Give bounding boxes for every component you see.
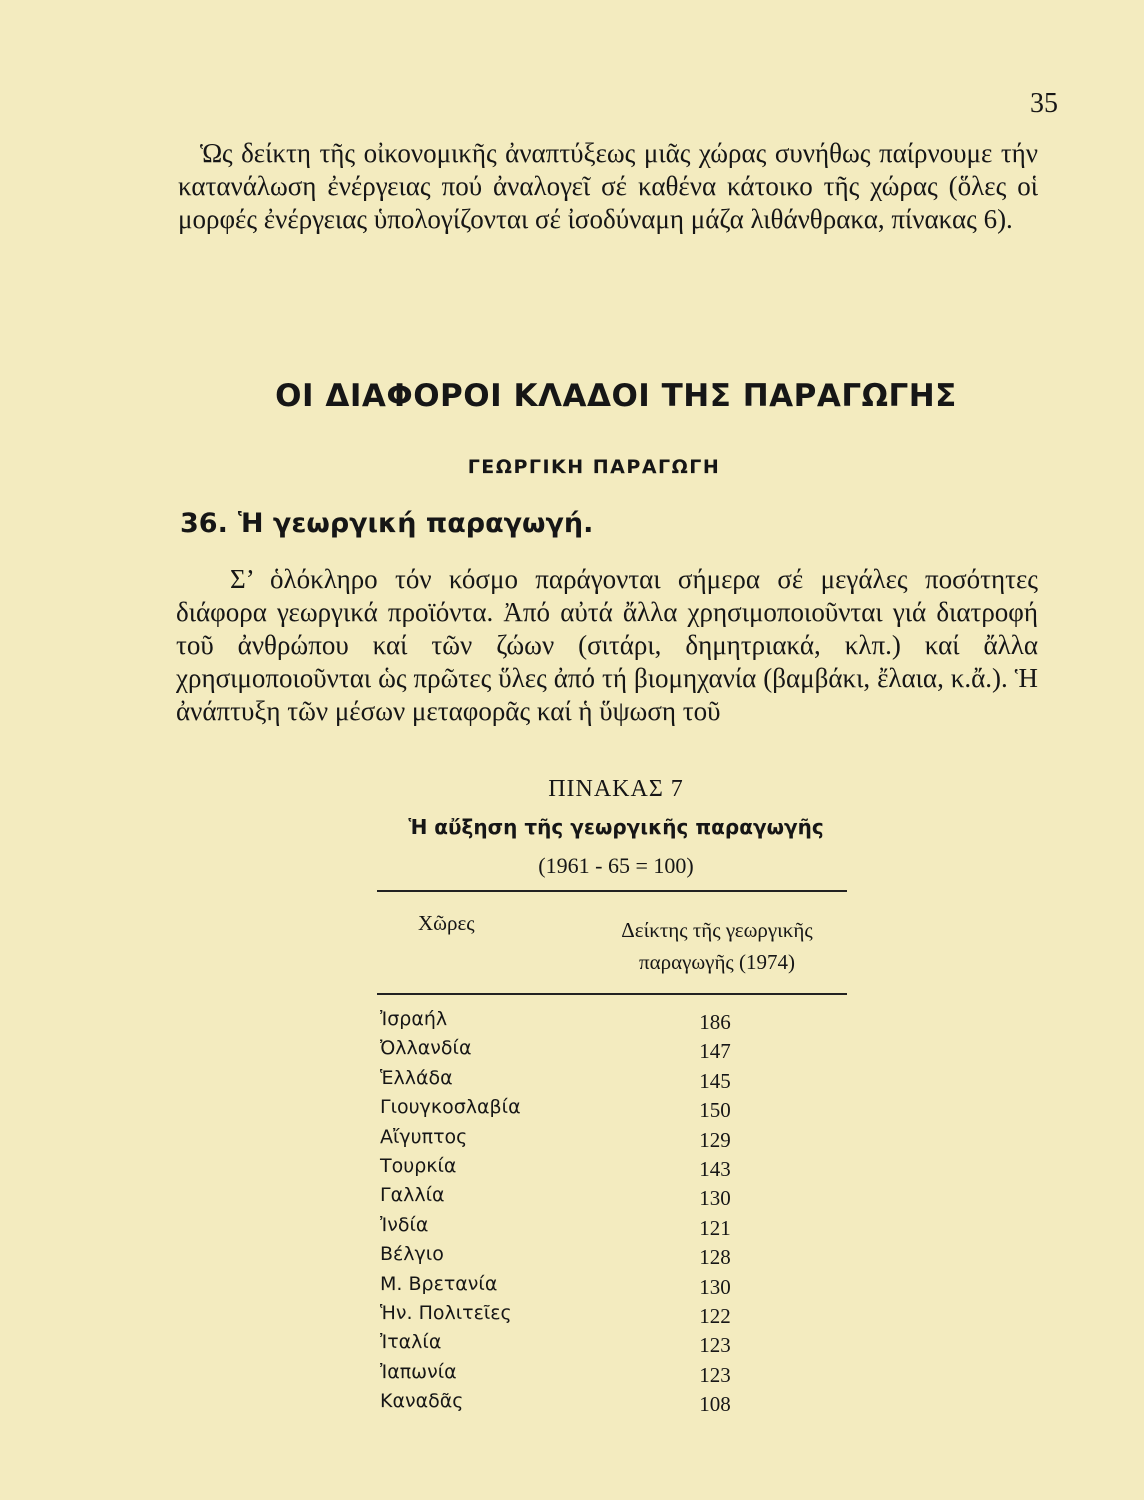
table-row xyxy=(380,1155,850,1184)
country-cell: Βέλγιο xyxy=(380,1243,444,1266)
country-cell: Ἰνδία xyxy=(380,1213,429,1236)
section-title xyxy=(180,508,593,539)
table-top-rule xyxy=(377,890,847,892)
index-value-cell: 186 xyxy=(699,1010,731,1034)
index-value-cell: 123 xyxy=(699,1362,731,1387)
country-cell: Γαλλία xyxy=(380,1184,445,1207)
section-number: 36. xyxy=(180,508,228,539)
table-row xyxy=(380,1361,850,1390)
index-value-cell: 147 xyxy=(699,1039,731,1064)
table-row xyxy=(380,1037,850,1066)
country-cell: Καναδᾶς xyxy=(380,1390,464,1413)
country-cell: Αἴγυπτος xyxy=(380,1125,468,1148)
intro-paragraph: Ὡς δείκτη τῆς οἰκονομικῆς ἀναπτύξεως μιᾶς χώρας συνήθως παίρνουμε τήν κατανάλωση ἐνέργειας πού ἀναλογεῖ σέ καθένα κάτοικο τῆς χώρας (ὅλες οἱ μορφές ἐνέργειας ὑπολογίζονται σέ ἰσοδύναμη μάζα λιθάνθρακα, πίνακας 6). xyxy=(178,138,1038,234)
table-base-note: (1961 - 65 = 100) xyxy=(538,853,694,878)
section-subheading: ΓΕΩΡΓΙΚΗ ΠΑΡΑΓΩΓΗ xyxy=(467,456,721,478)
table-row xyxy=(380,1331,850,1360)
index-value-cell: 130 xyxy=(699,1186,731,1211)
country-cell: Ἑλλάδα xyxy=(380,1066,453,1089)
index-value-cell: 122 xyxy=(699,1303,731,1328)
column-header-index-line2: παραγωγῆς (1974) xyxy=(638,950,795,974)
country-cell: Ἰταλία xyxy=(380,1331,442,1354)
table-row xyxy=(380,1184,850,1213)
index-value-cell: 129 xyxy=(699,1127,731,1152)
index-value-cell: 108 xyxy=(699,1392,731,1417)
country-cell: Ἰαπωνία xyxy=(380,1360,457,1383)
table-row xyxy=(380,1214,850,1243)
section-title-text: Ἡ γεωργική παραγωγή. xyxy=(237,508,594,539)
table-title: Ἡ αὔξηση τῆς γεωργικῆς παραγωγῆς xyxy=(408,815,824,839)
body-paragraph: Σ’ ὁλόκληρο τόν κόσμο παράγονται σήμερα σέ μεγάλες ποσότητες διάφορα γεωργικά προϊόντα. Ἀπό αὐτά ἄλλα χρησιμοποιοῦνται γιά διατροφή τοῦ ἀνθρώπου καί τῶν ζώων (σιτάρι, δημητριακά, κλπ.) καί ἄλλα χρησιμοποιοῦνται ὡς πρῶτες ὕλες ἀπό τή βιομηχανία (βαμβάκι, ἔλαια, κ.ἄ.). Ἡ ἀνάπτυξη τῶν μέσων μεταφορᾶς καί ἡ ὕψωση τοῦ xyxy=(176,564,1038,726)
country-cell: Μ. Βρετανία xyxy=(380,1272,498,1295)
column-header-index-line1: Δείκτης τῆς γεωργικῆς xyxy=(621,918,813,942)
country-cell: Ὀλλανδία xyxy=(380,1037,472,1060)
table-row xyxy=(380,1096,850,1125)
page-number: 35 xyxy=(1030,88,1058,119)
table-header-rule xyxy=(377,993,847,995)
index-value-cell: 130 xyxy=(699,1274,731,1299)
table-row xyxy=(380,1126,850,1155)
index-value-cell: 121 xyxy=(699,1215,731,1240)
country-cell: Ἡν. Πολιτεῖες xyxy=(380,1301,512,1324)
country-cell: Γιουγκοσλαβία xyxy=(380,1096,521,1119)
chapter-heading: ΟΙ ΔΙΑΦΟΡΟΙ ΚΛΑΔΟΙ ΤΗΣ ΠΑΡΑΓΩΓΗΣ xyxy=(275,378,957,414)
index-value-cell: 143 xyxy=(699,1156,731,1181)
column-header-index xyxy=(586,914,848,978)
column-header-country: Χῶρες xyxy=(418,911,475,935)
index-value-cell: 145 xyxy=(699,1068,731,1093)
index-value-cell: 150 xyxy=(699,1098,731,1123)
table-label: ΠΙΝΑΚΑΣ 7 xyxy=(548,776,684,802)
country-cell: Ἰσραήλ xyxy=(380,1008,448,1030)
table-body xyxy=(380,1008,850,1419)
index-value-cell: 123 xyxy=(699,1333,731,1358)
table-row xyxy=(380,1273,850,1302)
table-row xyxy=(380,1302,850,1331)
country-cell: Τουρκία xyxy=(380,1154,457,1177)
table-row xyxy=(380,1067,850,1096)
table-row xyxy=(380,1243,850,1272)
table-row xyxy=(380,1008,850,1037)
table-row xyxy=(380,1390,850,1419)
index-value-cell: 128 xyxy=(699,1245,731,1270)
